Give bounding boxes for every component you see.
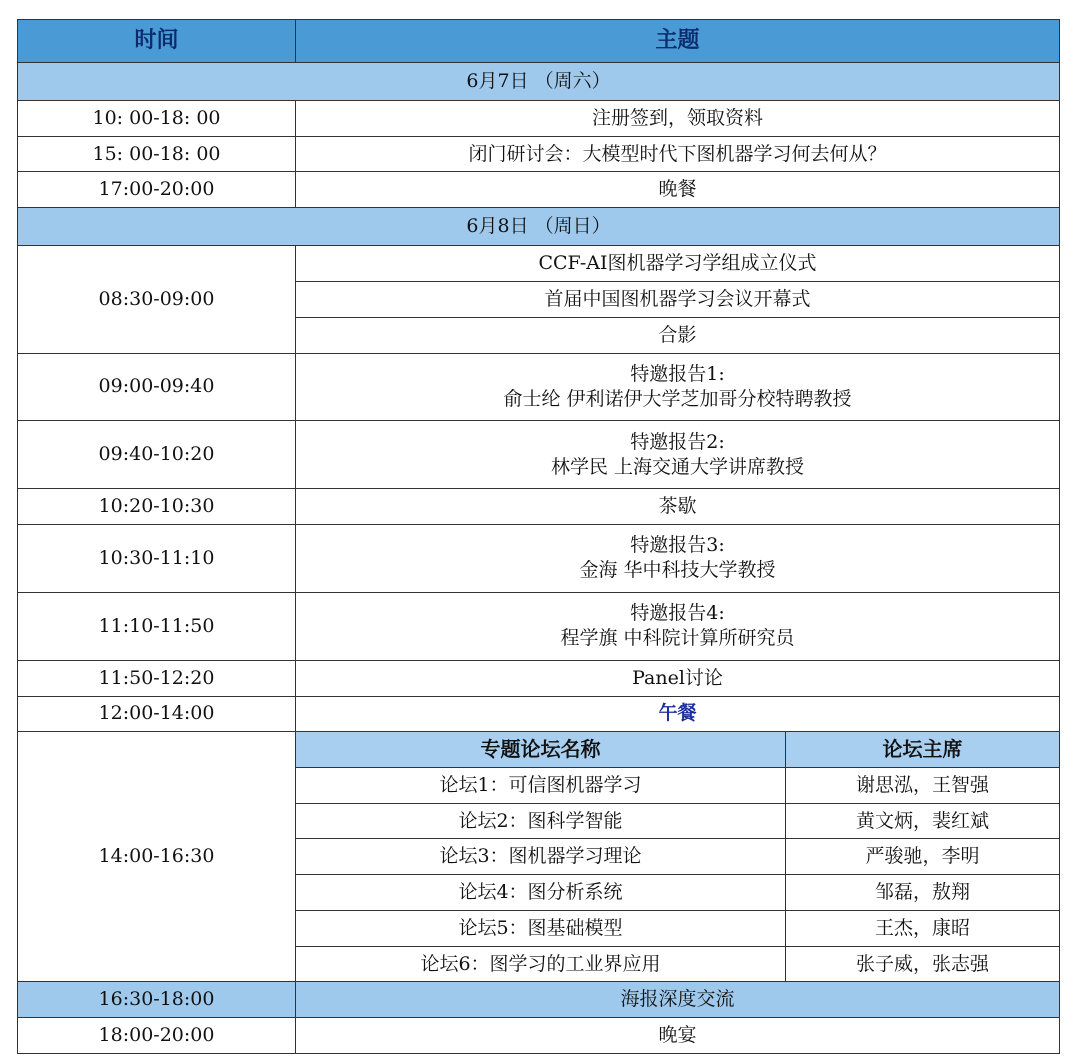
talk-title: 特邀报告3: [630, 534, 725, 557]
topic-cell: 茶歇 [296, 489, 1060, 525]
header-time: 时间 [18, 20, 296, 63]
banquet-row [18, 1018, 1060, 1054]
table-row [18, 660, 1060, 696]
table-row [18, 100, 1060, 136]
topic-cell [296, 592, 1060, 660]
forum-name: 论坛3：图机器学习理论 [296, 839, 786, 875]
talk-title: 特邀报告1: [630, 362, 725, 385]
time-cell: 18:00-20:00 [18, 1018, 296, 1054]
poster-cell: 海报深度交流 [296, 982, 1060, 1018]
forum-name: 论坛2：图科学智能 [296, 803, 786, 839]
lunch-row [18, 696, 1060, 732]
forum-chair: 黄文炳，裴红斌 [786, 803, 1060, 839]
day2-label: 6月8日 （周日） [18, 208, 1060, 246]
forum-header-row [18, 732, 1060, 768]
topic-cell: 合影 [296, 317, 1060, 353]
header-topic: 主题 [296, 20, 1060, 63]
time-cell: 10:30-11:10 [18, 525, 296, 593]
time-cell: 09:00-09:40 [18, 353, 296, 421]
time-cell: 11:10-11:50 [18, 592, 296, 660]
table-row [18, 172, 1060, 208]
time-cell: 08:30-09:00 [18, 246, 296, 353]
topic-cell: CCF-AI图机器学习学组成立仪式 [296, 246, 1060, 282]
time-cell: 15: 00-18: 00 [18, 136, 296, 172]
table-row [18, 136, 1060, 172]
table-row [18, 592, 1060, 660]
talk-title: 特邀报告2: [630, 430, 725, 453]
time-cell: 12:00-14:00 [18, 696, 296, 732]
topic-cell: 晚餐 [296, 172, 1060, 208]
topic-cell: Panel讨论 [296, 660, 1060, 696]
talk-title: 特邀报告4: [630, 602, 725, 625]
topic-cell [296, 525, 1060, 593]
forum-name: 论坛1：可信图机器学习 [296, 768, 786, 804]
table-row [18, 421, 1060, 489]
topic-cell [296, 353, 1060, 421]
table-row [18, 353, 1060, 421]
talk-speaker: 程学旗 中科院计算所研究员 [560, 627, 795, 650]
banquet-cell: 晚宴 [296, 1018, 1060, 1054]
forum-chair: 王杰，康昭 [786, 910, 1060, 946]
lunch-cell: 午餐 [296, 696, 1060, 732]
time-cell: 17:00-20:00 [18, 172, 296, 208]
forum-name-header: 专题论坛名称 [296, 732, 786, 768]
forum-chair: 严骏驰，李明 [786, 839, 1060, 875]
talk-speaker: 俞士纶 伊利诺伊大学芝加哥分校特聘教授 [503, 387, 852, 410]
table-row [18, 525, 1060, 593]
time-cell: 14:00-16:30 [18, 732, 296, 982]
time-cell: 11:50-12:20 [18, 660, 296, 696]
forum-chair: 张子威，张志强 [786, 946, 1060, 982]
topic-cell [296, 421, 1060, 489]
table-row [18, 489, 1060, 525]
time-cell: 10: 00-18: 00 [18, 100, 296, 136]
schedule-table [17, 19, 1060, 1054]
forum-name: 论坛6：图学习的工业界应用 [296, 946, 786, 982]
schedule-sheet [17, 19, 1059, 1054]
header-row [18, 20, 1060, 63]
time-cell: 16:30-18:00 [18, 982, 296, 1018]
forum-chair: 邹磊，敖翔 [786, 875, 1060, 911]
day1-row [18, 62, 1060, 100]
topic-cell: 注册签到，领取资料 [296, 100, 1060, 136]
day1-label: 6月7日 （周六） [18, 62, 1060, 100]
forum-chair: 谢思泓，王智强 [786, 768, 1060, 804]
forum-name: 论坛4：图分析系统 [296, 875, 786, 911]
table-row [18, 246, 1060, 282]
time-cell: 10:20-10:30 [18, 489, 296, 525]
talk-speaker: 林学民 上海交通大学讲席教授 [550, 455, 805, 478]
day2-row [18, 208, 1060, 246]
poster-row [18, 982, 1060, 1018]
topic-cell: 首届中国图机器学习会议开幕式 [296, 282, 1060, 318]
time-cell: 09:40-10:20 [18, 421, 296, 489]
forum-name: 论坛5：图基础模型 [296, 910, 786, 946]
talk-speaker: 金海 华中科技大学教授 [579, 559, 776, 582]
topic-cell: 闭门研讨会：大模型时代下图机器学习何去何从？ [296, 136, 1060, 172]
forum-chair-header: 论坛主席 [786, 732, 1060, 768]
